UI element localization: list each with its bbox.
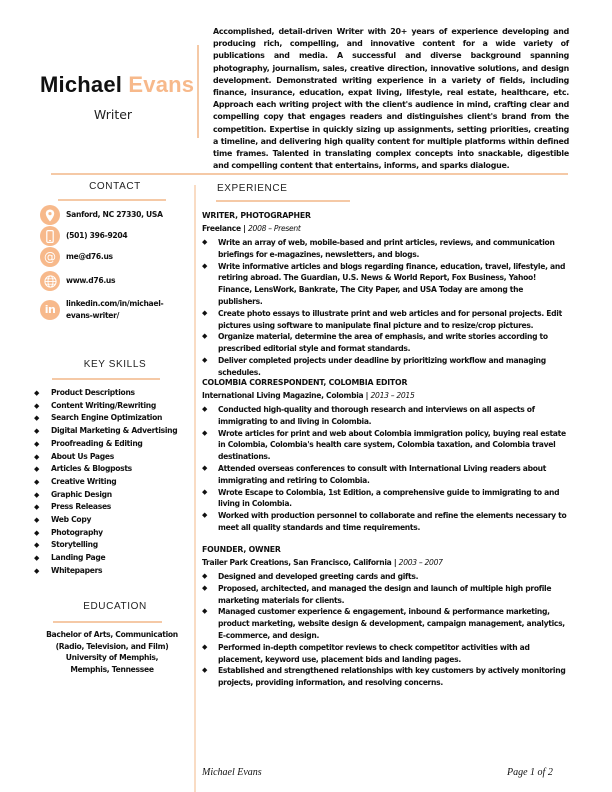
last-name: Evans: [128, 72, 195, 97]
bullet-text: Wrote articles for print and web about Colombia immigration policy, buying real estate in Colombia, Colombia's health care system, Colombia taxation, and Colombia travel destinations.: [218, 428, 566, 462]
bullet-diamond-icon: ◆: [202, 642, 208, 651]
skill-item: [34, 565, 177, 578]
job-dates: 2013 – 2015: [370, 391, 415, 400]
contact-phone: [40, 226, 127, 246]
job-separator: |: [240, 224, 249, 233]
bullet-diamond-icon: ◆: [34, 401, 40, 410]
job-bullet: [202, 428, 567, 463]
linkedin-text[interactable]: [66, 298, 163, 321]
linkedin-icon: in: [40, 300, 60, 320]
skills-list: [34, 387, 177, 578]
bullet-text: Write informative articles and blogs regarding finance, education, travel, lifestyle, and retiring abroad. The Guardian, U.S. News & World Report, Fox Business, Yahoo! Finance, LensWork, Bankrate, The City Paper, and USA Today are among the publishers.: [218, 261, 566, 306]
skill-item: [34, 514, 177, 527]
bullet-diamond-icon: ◆: [34, 528, 40, 537]
job-dates: 2003 – 2007: [398, 558, 443, 567]
bullet-diamond-icon: ◆: [34, 389, 40, 397]
skill-label: Photography: [51, 527, 103, 537]
job-bullet: [202, 261, 567, 308]
skill-label: Web Copy: [51, 515, 92, 525]
bullet-diamond-icon: ◆: [202, 261, 208, 270]
bullet-diamond-icon: ◆: [202, 666, 208, 675]
job-title-heading: Writer: [93, 107, 133, 122]
email-text[interactable]: me@d76.us: [66, 252, 113, 262]
school: University of Memphis,: [65, 653, 159, 662]
bullet-diamond-icon: ◆: [34, 465, 40, 474]
job-bullet: [202, 642, 567, 666]
bullet-text: Proposed, architected, and managed the design and launch of multiple high profile marketing materials for clients.: [218, 583, 552, 605]
bullet-diamond-icon: ◆: [202, 238, 208, 246]
bullet-text: Designed and developed greeting cards and gifts.: [218, 572, 419, 581]
job-dates: 2008 – Present: [248, 224, 301, 233]
bullet-text: Deliver completed projects under deadline by prioritizing workflow and managing schedules.: [218, 355, 546, 377]
degree: Bachelor of Arts, Communication: [46, 630, 178, 639]
footer-name: Michael Evans: [202, 767, 262, 778]
skill-item: [34, 501, 177, 514]
bullet-diamond-icon: ◆: [202, 332, 208, 341]
bullet-diamond-icon: ◆: [202, 355, 208, 364]
job-bullet: [202, 308, 567, 332]
skill-label: Articles & Blogposts: [51, 464, 132, 474]
skill-label: Search Engine Optimization: [51, 413, 163, 423]
experience-heading: EXPERIENCE: [217, 183, 288, 194]
bullet-diamond-icon: ◆: [202, 308, 208, 317]
degree-focus: (Radio, Television, and Film): [55, 641, 169, 651]
job-meta: [202, 391, 415, 400]
page-number: Page 1 of 2: [507, 767, 553, 778]
bullet-diamond-icon: ◆: [34, 452, 40, 461]
skill-label: Content Writing/Rewriting: [51, 400, 157, 410]
bullet-diamond-icon: ◆: [202, 607, 208, 616]
skill-item: [34, 527, 177, 540]
bullet-text: Worked with production personnel to collaborate and refine the elements necessary to meet all quality standards and time requirements.: [218, 511, 567, 532]
job-title: COLOMBIA CORRESPONDENT, COLOMBIA EDITOR: [202, 378, 408, 387]
skill-label: Whitepapers: [51, 565, 103, 575]
job-bullets: [202, 404, 567, 534]
linkedin-line-1: linkedin.com/in/michael-: [66, 299, 164, 308]
job-bullet: [202, 237, 567, 261]
job-bullet: [202, 665, 567, 689]
skill-label: Product Descriptions: [51, 388, 135, 397]
key-skills-heading: KEY SKILLS: [83, 359, 147, 370]
job-bullet: [202, 487, 567, 511]
website-text[interactable]: www.d76.us: [66, 276, 116, 286]
candidate-name: [40, 72, 194, 98]
skill-label: Digital Marketing & Advertising: [51, 426, 178, 436]
email-at-icon: @: [40, 247, 60, 267]
contact-email: [40, 247, 113, 267]
bullet-diamond-icon: ◆: [34, 439, 40, 448]
job-meta: [202, 224, 301, 233]
bullet-text: Performed in-depth competitor reviews to check competitor activities with ad placement, keyword use, placement bids and landing pages.: [218, 642, 530, 664]
bullet-diamond-icon: ◆: [202, 572, 208, 580]
job-title: WRITER, PHOTOGRAPHER: [202, 211, 311, 220]
job-bullet: [202, 571, 567, 583]
job-meta: [202, 558, 443, 567]
header-horizontal-rule: [51, 173, 568, 175]
contact-linkedin: [40, 298, 163, 321]
skill-label: Graphic Design: [51, 489, 112, 499]
bullet-diamond-icon: ◆: [202, 405, 208, 413]
bullet-diamond-icon: ◆: [202, 583, 208, 592]
bullet-diamond-icon: ◆: [202, 511, 208, 520]
school-location: Memphis, Tennessee: [70, 664, 154, 674]
contact-heading: CONTACT: [89, 181, 141, 192]
job-separator: |: [391, 558, 399, 567]
job-bullet: [202, 331, 567, 355]
skill-item: [34, 489, 177, 502]
skill-item: [34, 438, 177, 451]
job-org: International Living Magazine, Colombia: [202, 391, 364, 400]
job-bullet: [202, 606, 567, 641]
skill-label: Storytelling: [51, 540, 98, 550]
bullet-text: Organize material, determine the area of emphasis, and write stories according to prescribed editorial style and format standards.: [218, 332, 548, 354]
job-bullets: [202, 237, 567, 379]
education-heading: EDUCATION: [83, 601, 147, 612]
bullet-text: Established and strengthened relationships with key customers by actively monitoring projects, providing information, and resolving concerns.: [218, 666, 566, 688]
skill-label: Landing Page: [51, 553, 106, 563]
skill-item: [34, 451, 177, 464]
job-bullet: [202, 583, 567, 607]
skill-item: [34, 463, 177, 476]
education-details: [22, 629, 202, 675]
address-text: Sanford, NC 27330, USA: [66, 210, 163, 220]
contact-heading-rule: [58, 199, 166, 201]
bullet-diamond-icon: ◆: [34, 516, 40, 525]
job-org: Trailer Park Creations, San Francisco, California: [202, 558, 392, 567]
column-divider: [194, 185, 196, 792]
phone-icon: [40, 226, 60, 246]
contact-address: [40, 205, 163, 225]
bullet-diamond-icon: ◆: [34, 554, 40, 563]
bullet-text: Conducted high-quality and thorough research and interviews on all aspects of immigrating to and living in Colombia.: [218, 405, 535, 426]
bullet-diamond-icon: ◆: [34, 414, 40, 423]
professional-summary: Accomplished, detail-driven Writer with 20+ years of experience developing and producing rich, compelling, and innovative content for a wide variety of publications and media. A successful and diverse background spanning photography, journalism, sales, creative direction, innovative solutions, and design development. Demonstrated writing experience in a variety of fields, including finance, insurance, education, expat living, lifestyle, real estate, healthcare, etc. Approach each writing project with the client's audience in mind, crafting clear and compelling copy that engages readers and distinguishes client's brand from the competition. Expertise in quickly sizing up assignments, setting priorities, creating a timeline, and delivering high quality content for multiple platforms within defined time frames. Talented in translating complex concepts into snackable, digestible and compelling content that entertains, informs, and sparks dialogue.: [213, 27, 569, 171]
skill-item: [34, 425, 177, 438]
skill-label: About Us Pages: [51, 451, 114, 461]
skill-item: [34, 539, 177, 552]
bullet-diamond-icon: ◆: [202, 428, 208, 437]
header-vertical-divider: [197, 45, 199, 138]
skill-item: [34, 552, 177, 565]
job-bullets: [202, 571, 567, 689]
skill-label: Press Releases: [51, 502, 112, 512]
job-bullet: [202, 463, 567, 487]
skill-item: [34, 412, 177, 425]
skill-label: Proofreading & Editing: [51, 438, 143, 448]
skill-item: [34, 387, 177, 400]
bullet-diamond-icon: ◆: [34, 477, 40, 486]
job-bullet: [202, 355, 567, 379]
bullet-text: Attended overseas conferences to consult with International Living readers about immigrating and retiring to Colombia.: [218, 463, 547, 485]
skill-item: [34, 400, 177, 413]
bullet-diamond-icon: ◆: [34, 490, 40, 499]
phone-text[interactable]: (501) 396-9204: [66, 231, 128, 241]
experience-heading-rule: [216, 200, 350, 202]
key-skills-heading-rule: [52, 378, 160, 380]
job-org: Freelance: [202, 224, 241, 233]
job-separator: |: [363, 391, 371, 400]
bullet-diamond-icon: ◆: [34, 566, 40, 575]
bullet-diamond-icon: ◆: [34, 541, 40, 550]
skill-label: Creative Writing: [51, 476, 117, 486]
location-pin-icon: [40, 205, 60, 225]
bullet-text: Write an array of web, mobile-based and print articles, reviews, and communication briefings for e-magazines, newsletters, and blogs.: [218, 238, 555, 259]
bullet-diamond-icon: ◆: [202, 487, 208, 496]
bullet-text: Wrote Escape to Colombia, 1st Edition, a comprehensive guide to immigrating to and living in Colombia.: [218, 487, 560, 509]
skill-item: [34, 476, 177, 489]
bullet-diamond-icon: ◆: [34, 427, 40, 436]
bullet-diamond-icon: ◆: [34, 503, 40, 512]
linkedin-line-2: evans-writer/: [66, 310, 120, 320]
job-bullet: [202, 510, 567, 534]
bullet-text: Create photo essays to illustrate print and web articles and for personal projects. Edit pictures using software to manipulate final picture and to resize/crop pictures.: [218, 308, 562, 330]
globe-icon: [40, 271, 60, 291]
first-name: Michael: [40, 72, 123, 97]
job-title: FOUNDER, OWNER: [202, 545, 281, 554]
education-heading-rule: [53, 621, 162, 623]
contact-website: [40, 271, 115, 291]
job-bullet: [202, 404, 567, 428]
bullet-text: Managed customer experience & engagement, inbound & performance marketing, product marketing, website design & development, campaign management, analytics, E-commerce, and design.: [218, 607, 565, 640]
bullet-diamond-icon: ◆: [202, 463, 208, 472]
